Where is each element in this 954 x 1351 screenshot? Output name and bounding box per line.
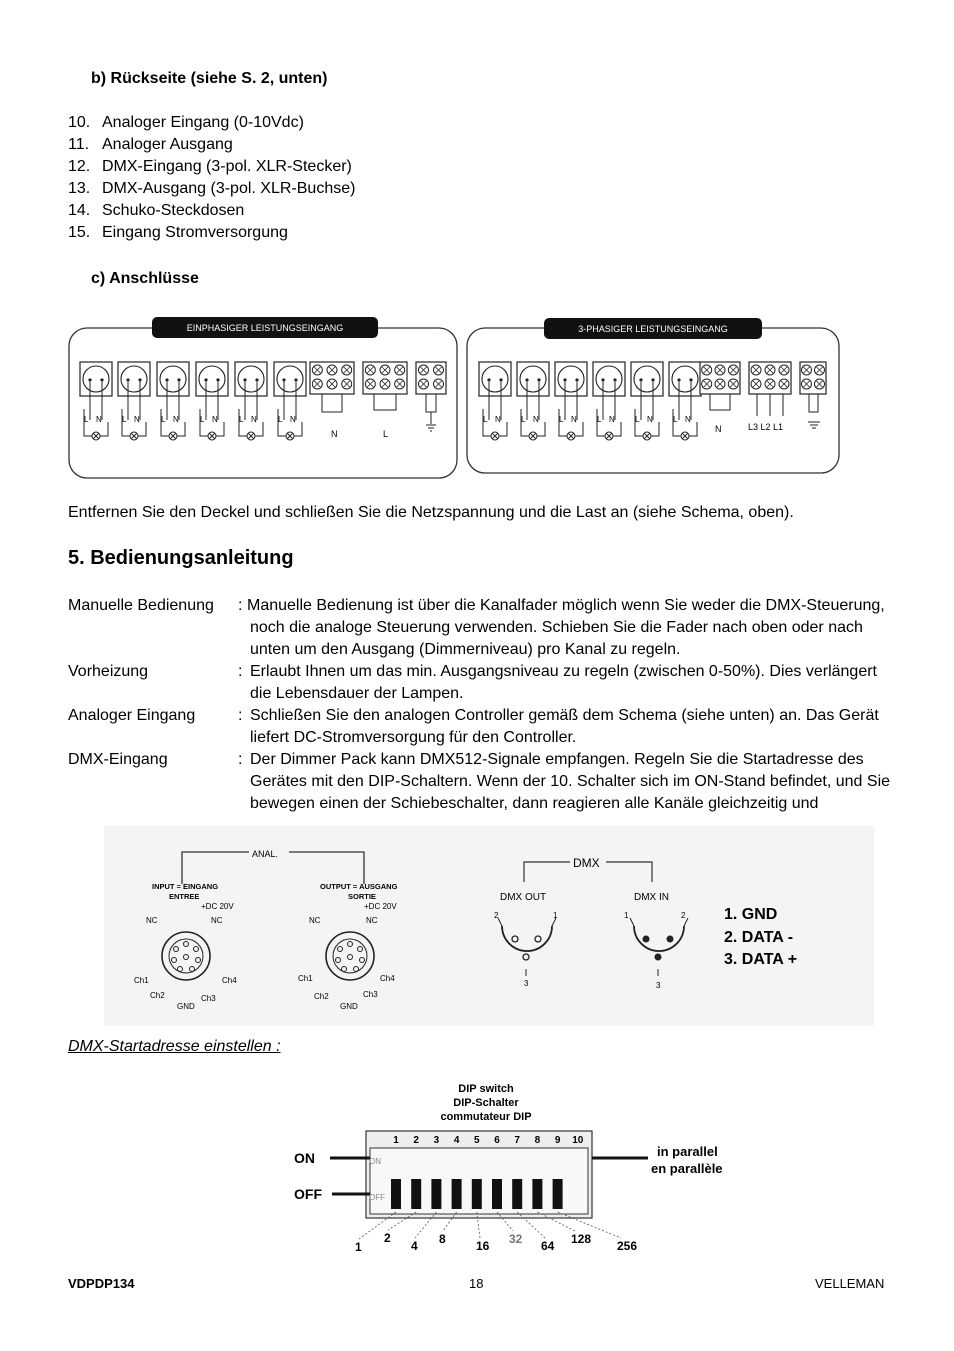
terminal-n-label: N: [647, 415, 653, 424]
output-title: OUTPUT = AUSGANG: [320, 882, 398, 891]
terminal-block-earth: [416, 362, 446, 394]
socket-icon-4: [196, 362, 228, 440]
terminal-n-label: N: [495, 415, 501, 424]
terminal-n-label: N: [533, 415, 539, 424]
terminal-block-earth-3ph: [800, 362, 826, 394]
input-dc: +DC 20V: [201, 902, 234, 911]
single-phase-panel: [69, 317, 457, 478]
pin-legend-1: 1. GND: [724, 906, 778, 923]
dip-value-label: 256: [617, 1239, 638, 1253]
terminal-n-label: N: [212, 415, 218, 424]
dmx-out-pin2: 2: [494, 911, 499, 920]
terminal-n-label: N: [96, 415, 102, 424]
dmx-label: DMX: [573, 856, 600, 870]
section-5-title: 5. Bedienungsanleitung: [68, 547, 294, 569]
dmx-in-pin1: 1: [624, 911, 629, 920]
dip-value-label: 128: [571, 1232, 592, 1246]
dip-switch-lever: [532, 1179, 542, 1209]
dip-switch-lever: [553, 1179, 563, 1209]
dip-value-label: 16: [476, 1239, 490, 1253]
dip-switch-number: 7: [514, 1135, 520, 1146]
socket-icon-5: [235, 362, 267, 440]
output-nc-1: NC: [309, 916, 321, 925]
dip-switch-number: 4: [453, 1135, 460, 1146]
terminal-n-label: N: [290, 415, 296, 424]
list-item: 12. DMX-Eingang (3-pol. XLR-Stecker): [68, 158, 352, 175]
section-b-heading: b) Rückseite (siehe S. 2, unten): [91, 70, 328, 87]
input-nc-1: NC: [146, 916, 158, 925]
dmx-in-label: DMX IN: [634, 892, 669, 903]
output-ch3: Ch3: [363, 990, 378, 999]
input-ch4: Ch4: [222, 976, 237, 985]
label-l-1: L: [383, 429, 389, 439]
dip-switch-lever: [431, 1179, 441, 1209]
rear-panel-list: [68, 112, 355, 244]
dip-switch-number: 6: [494, 1135, 500, 1146]
dip-switch-number: 10: [572, 1135, 584, 1146]
terminal-l-label: L: [122, 415, 127, 424]
dip-value-label: 64: [541, 1239, 555, 1253]
connector-diagram: [104, 826, 874, 1026]
dmx-in-pin3: 3: [656, 981, 661, 990]
dip-switch-lever: [411, 1179, 421, 1209]
socket-icon-3: [157, 362, 189, 440]
dip-title-3: commutateur DIP: [440, 1111, 532, 1123]
socket-icon-2: [118, 362, 150, 440]
single-phase-title: EINPHASIGER LEISTUNGSEINGANG: [186, 323, 344, 333]
terminal-l-label: L: [559, 415, 564, 424]
anal-label: ANAL.: [252, 849, 279, 859]
parallel-label-2: en parallèle: [651, 1161, 723, 1176]
dmx-out-pin1: 1: [553, 911, 558, 920]
footer-brand: VELLEMAN: [815, 1276, 885, 1291]
connect-instruction: Entfernen Sie den Deckel und schließen Sie die Netzspannung und die Last an (siehe Schema, oben).: [68, 504, 794, 521]
socket-icon-3ph-5: [631, 362, 663, 440]
pin-legend-3: 3. DATA +: [724, 951, 798, 968]
dip-switch-number: 3: [433, 1135, 440, 1146]
terminal-l-label: L: [239, 415, 244, 424]
dip-switch-diagram: [280, 1076, 760, 1258]
dip-switch-lever: [492, 1179, 502, 1209]
terminal-n-label: N: [134, 415, 140, 424]
input-title: INPUT = EINGANG: [152, 882, 219, 891]
terminal-n-label: N: [251, 415, 257, 424]
terminal-block-l123: [749, 362, 791, 394]
terminal-n-label: N: [685, 415, 691, 424]
socket-icon-3ph-6: [669, 362, 701, 440]
terminal-block-n: [310, 362, 354, 394]
dip-switch-number: 8: [534, 1135, 541, 1146]
label-n-1: N: [331, 429, 338, 439]
input-sub: ENTREE: [169, 892, 200, 901]
dip-switch-number: 1: [393, 1135, 399, 1146]
list-item: 10. Analoger Eingang (0-10Vdc): [68, 114, 304, 131]
footer-page-number: 18: [469, 1276, 484, 1291]
terminal-block-n-3ph: [700, 362, 740, 394]
output-nc-2: NC: [366, 916, 378, 925]
terminal-l-label: L: [161, 415, 166, 424]
terminal-n-label: N: [571, 415, 577, 424]
output-ch4: Ch4: [380, 974, 395, 983]
dmx-out-label: DMX OUT: [500, 892, 547, 903]
dip-value-label: 32: [509, 1232, 523, 1246]
terminal-l-label: L: [483, 415, 488, 424]
list-item: 11. Analoger Ausgang: [68, 136, 233, 153]
footer-model: VDPDP134: [68, 1276, 135, 1291]
terminal-l-label: L: [84, 415, 89, 424]
dip-value-label: 2: [384, 1231, 391, 1245]
dmx-address-caption: DMX-Startadresse einstellen :: [68, 1038, 281, 1055]
label-l3l2l1: L3 L2 L1: [748, 422, 784, 432]
entry-label: DMX-Eingang: [68, 751, 168, 768]
operation-table: Manuelle Bedienung : Manuelle Bedienung ist über die Kanalfader möglich wenn Sie weder die DMX-Steuerung, noch die analoge Steuerung verwenden. Schieben Sie die Fader nach oben oder nach unten um den Ausgang (Dimmerniveau) pro Kanal zu regeln. Vorheizung : Erlaubt Ihnen um das min. Ausgangsniveau zu regeln (zwischen 0-50%). Dies verlängert die Lebensdauer der Lampen. Analoger Eingang : Schließen Sie den analogen Controller gemäß dem Schema (siehe unten) an. Das Gerät liefert DC-Stromversorgung für den Controller. DMX-Eingang : Der Dimmer Pack kann DMX512-Signale empfangen. Regeln Sie die Startadresse des Gerätes mit den DIP-Schaltern. Wenn der 10. Schalter sich im ON-Stand befindet, und Sie bewegen einen der Schiebeschalter, dann reagieren alle Kanäle gleichzeitig und: [68, 597, 891, 812]
terminal-n-label: N: [173, 415, 179, 424]
dip-switch-lever: [452, 1179, 462, 1209]
list-item: 13. DMX-Ausgang (3-pol. XLR-Buchse): [68, 180, 356, 197]
dip-value-label: 4: [411, 1239, 418, 1253]
socket-icon-3ph-4: [593, 362, 625, 440]
dip-switch-lever: [512, 1179, 522, 1209]
dip-value-label: 1: [355, 1240, 362, 1254]
socket-icon-1: [80, 362, 112, 440]
off-label: OFF: [294, 1186, 322, 1202]
dip-switch-lever: [391, 1179, 401, 1209]
output-dc: +DC 20V: [364, 902, 397, 911]
list-item: 14. Schuko-Steckdosen: [68, 202, 245, 219]
socket-icon-3ph-2: [517, 362, 549, 440]
input-gnd: GND: [177, 1002, 195, 1011]
list-item: 15. Eingang Stromversorgung: [68, 224, 288, 241]
terminal-l-label: L: [635, 415, 640, 424]
dip-off-small: OFF: [369, 1193, 385, 1202]
output-ch1: Ch1: [298, 974, 313, 983]
input-ch2: Ch2: [150, 991, 165, 1000]
dmx-out-pin3: 3: [524, 979, 529, 988]
socket-icon-3ph-3: [555, 362, 587, 440]
dip-title-2: DIP-Schalter: [453, 1097, 519, 1109]
socket-icon-6: [274, 362, 306, 440]
three-phase-title: 3-PHASIGER LEISTUNGSEINGANG: [578, 324, 728, 334]
output-ch2: Ch2: [314, 992, 329, 1001]
terminal-l-label: L: [597, 415, 602, 424]
output-gnd: GND: [340, 1002, 358, 1011]
entry-label: Analoger Eingang: [68, 707, 196, 724]
pin-legend-2: 2. DATA -: [724, 929, 794, 946]
terminal-block-l: [363, 362, 407, 394]
dip-switch-lever: [472, 1179, 482, 1209]
terminal-l-label: L: [200, 415, 205, 424]
label-n-2: N: [715, 424, 722, 434]
terminal-l-label: L: [521, 415, 526, 424]
terminal-l-label: L: [673, 415, 678, 424]
input-ch3: Ch3: [201, 994, 216, 1003]
dip-title-1: DIP switch: [458, 1083, 514, 1095]
wiring-diagram: [60, 312, 850, 482]
dip-value-label: 8: [439, 1232, 446, 1246]
section-c-heading: c) Anschlüsse: [91, 270, 199, 287]
dip-switch-number: 2: [413, 1135, 419, 1146]
terminal-l-label: L: [278, 415, 283, 424]
dmx-in-pin2: 2: [681, 911, 686, 920]
socket-icon-3ph-1: [479, 362, 511, 440]
entry-label: Vorheizung: [68, 663, 149, 680]
input-ch1: Ch1: [134, 976, 149, 985]
dip-on-small: ON: [369, 1157, 381, 1166]
entry-label: Manuelle Bedienung: [68, 597, 214, 614]
parallel-label-1: in parallel: [657, 1144, 718, 1159]
terminal-n-label: N: [609, 415, 615, 424]
dip-switch-number: 5: [474, 1135, 480, 1146]
output-sub: SORTIE: [348, 892, 376, 901]
on-label: ON: [294, 1150, 315, 1166]
input-nc-2: NC: [211, 916, 223, 925]
dip-switch-number: 9: [554, 1135, 561, 1146]
